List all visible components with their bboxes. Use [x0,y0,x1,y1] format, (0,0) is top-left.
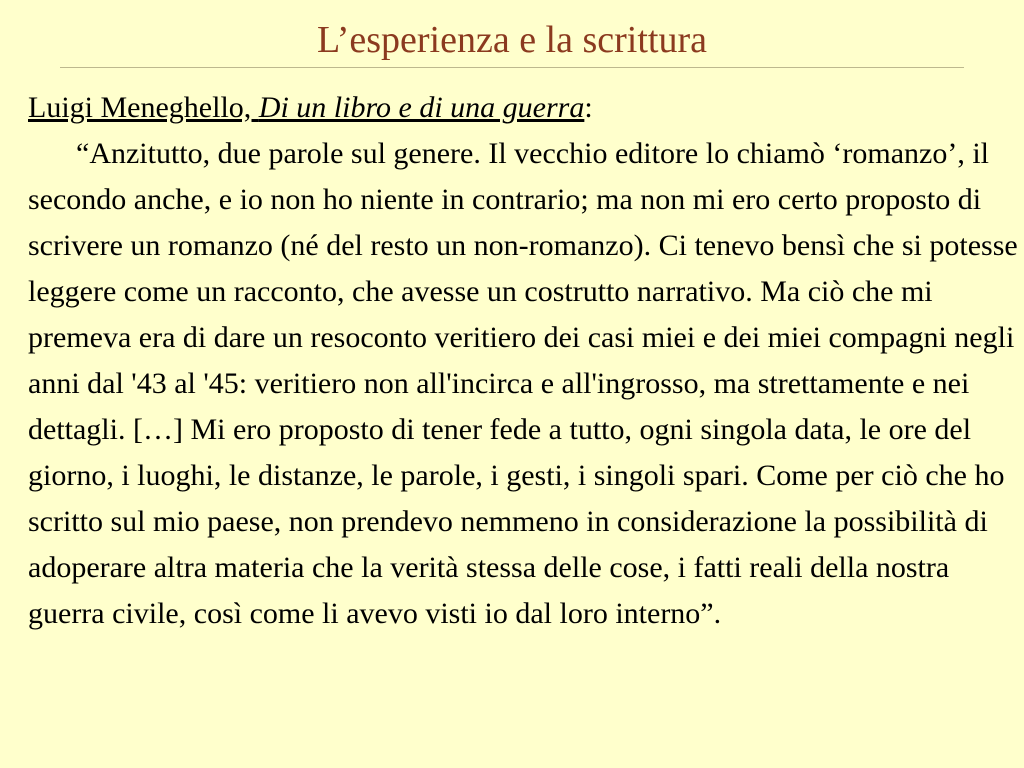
reference-work-title: Di un libro e di una guerra [258,91,585,124]
title-divider [60,67,964,68]
reference-colon: : [584,91,593,124]
quote-text: “Anzitutto, due parole sul genere. Il vecchio editore lo chiamò ‘romanzo’, il secondo anche, e io non ho niente in contrario; ma non mi ero certo proposto di scrivere un romanzo (né del resto un non-romanzo). Ci tenevo bensì che si potesse leggere come un racconto, che avesse un costrutto narrativo. Ma ciò che mi premeva era di dare un resoconto veritiero dei casi miei e dei miei compagni negli anni dal '43 al '45: veritiero non all'incirca e all'ingrosso, ma strettamente e nei dettagli. […] Mi ero proposto di tener fede a tutto, ogni singola data, le ore del giorno, i luoghi, le distanze, le parole, i gesti, i singoli spari. Come per ciò che ho scritto sul mio paese, non prendevo nemmeno in considerazione la possibilità di adoperare altra materia che la verità stessa delle cose, i fatti reali della nostra guerra civile, così come li avevo visti io dal loro interno”. [28,137,1018,630]
slide-body [28,85,1018,637]
reference-author: Luigi Meneghello, [28,91,259,124]
source-reference [28,85,1018,131]
slide-title: L’esperienza e la scrittura [316,19,707,61]
